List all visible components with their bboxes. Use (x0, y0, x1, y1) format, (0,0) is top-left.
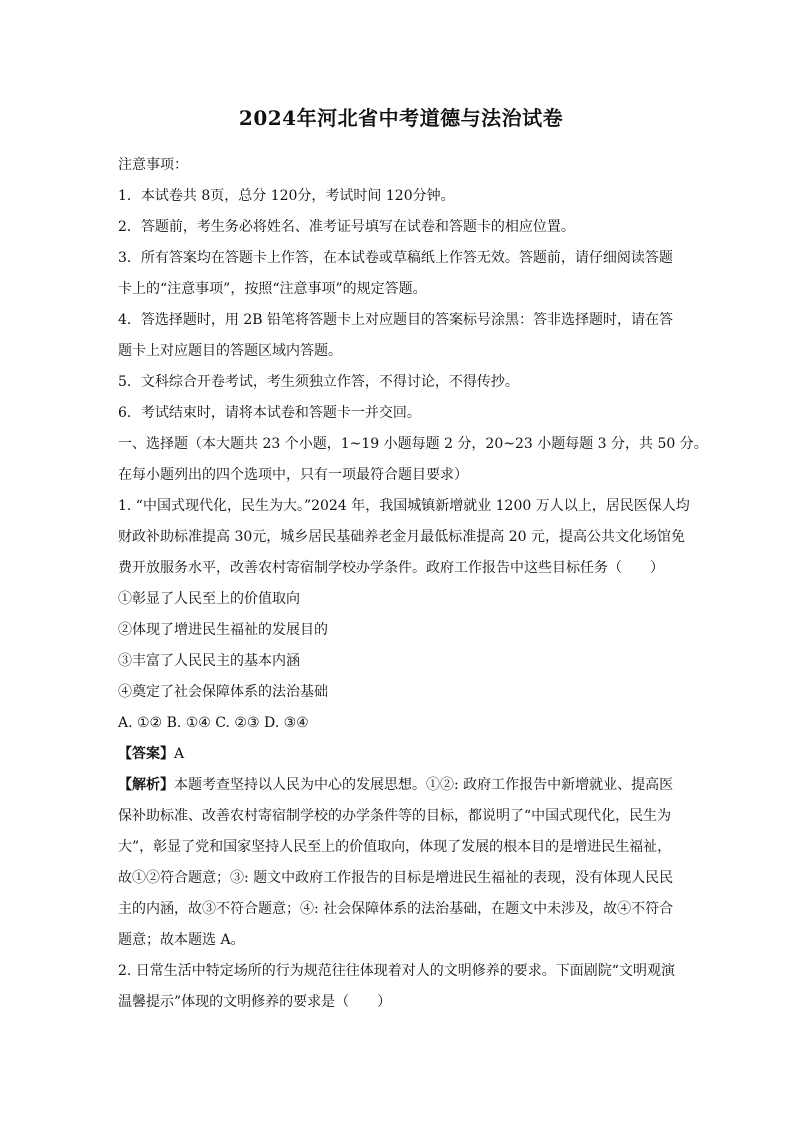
notice-line: 3．所有答案均在答题卡上作答，在本试卷或草稿纸上作答无效。答题前，请仔细阅读答题 (118, 250, 673, 266)
question-1-analysis: 保补助标准、改善农村寄宿制学校的办学条件等的目标，都说明了“中国式现代化，民生为 (118, 808, 672, 824)
notice-line: 4．答选择题时，用 2B 铅笔将答题卡上对应题目的答案标号涂黑：答非选择题时，请在答 (118, 312, 674, 328)
notice-line: 6．考试结束时，请将本试卷和答题卡一并交回。 (118, 405, 421, 421)
answer-label: 【答案】 (118, 746, 174, 762)
notice-line: 2．答题前，考生务必将姓名、准考证号填写在试卷和答题卡的相应位置。 (118, 219, 575, 235)
question-1-option: ④奠定了社会保障体系的法治基础 (118, 684, 328, 700)
question-1-stem: 费开放服务水平，改善农村寄宿制学校办学条件。政府工作报告中这些目标任务（ ） (118, 560, 664, 576)
question-2-stem: 温馨提示”体现的文明修养的要求是（ ） (118, 994, 392, 1010)
question-1-choices: A. ①② B. ①④ C. ②③ D. ③④ (118, 715, 309, 731)
notice-heading: 注意事项： (118, 157, 188, 173)
question-1-answer (118, 739, 684, 770)
question-1-analysis: 主的内涵，故③不符合题意；④: 社会保障体系的法治基础，在题文中未涉及，故④不符合 (118, 901, 674, 917)
question-1-stem: 1. “中国式现代化，民生为大。”2024 年，我国城镇新增就业 1200 万人以上，居民医保人均 (118, 498, 690, 514)
question-2-stem: 2. 日常生活中特定场所的行为规范往往体现着对人的文明修养的要求。下面剧院“文明观演 (118, 963, 675, 979)
analysis-label: 【解析】 (118, 777, 174, 793)
question-1-stem: 财政补助标准提高 30元，城乡居民基础养老金月最低标准提高 20 元，提高公共文化场馆免 (118, 529, 685, 545)
notice-line: 1．本试卷共 8页，总分 120分，考试时间 120分钟。 (118, 188, 455, 204)
answer-value: A (174, 746, 185, 762)
question-1-option: ③丰富了人民民主的基本内涵 (118, 653, 300, 669)
section-heading: 在每小题列出的四个选项中，只有一项最符合题目要求） (118, 467, 468, 483)
exam-title: 2024年河北省中考道德与法治试卷 (238, 106, 564, 130)
analysis-text: 本题考查坚持以人民为中心的发展思想。①②: 政府工作报告中新增就业、提高医 (174, 777, 674, 793)
notice-line: 5．文科综合开卷考试，考生须独立作答，不得讨论，不得传抄。 (118, 374, 519, 390)
question-1-analysis (118, 770, 684, 801)
question-1-analysis: 故①②符合题意；③: 题文中政府工作报告的目标是增进民生福祉的表现，没有体现人民民 (118, 870, 674, 886)
notice-line: 题卡上对应题目的答题区域内答题。 (118, 343, 342, 359)
section-heading: 一、选择题（本大题共 23 个小题，1~19 小题每题 2 分，20~23 小题每题 3 分，共 50 分。 (118, 436, 708, 452)
notice-line: 卡上的“注意事项”，按照“注意事项”的规定答题。 (118, 281, 427, 297)
question-1-option: ①彰显了人民至上的价值取向 (118, 591, 300, 607)
question-1-option: ②体现了增进民生福祉的发展目的 (118, 622, 328, 638)
question-1-analysis: 题意；故本题选 A。 (118, 932, 245, 948)
question-1-analysis: 大”，彰显了党和国家坚持人民至上的价值取向，体现了发展的根本目的是增进民生福祉， (118, 839, 672, 855)
